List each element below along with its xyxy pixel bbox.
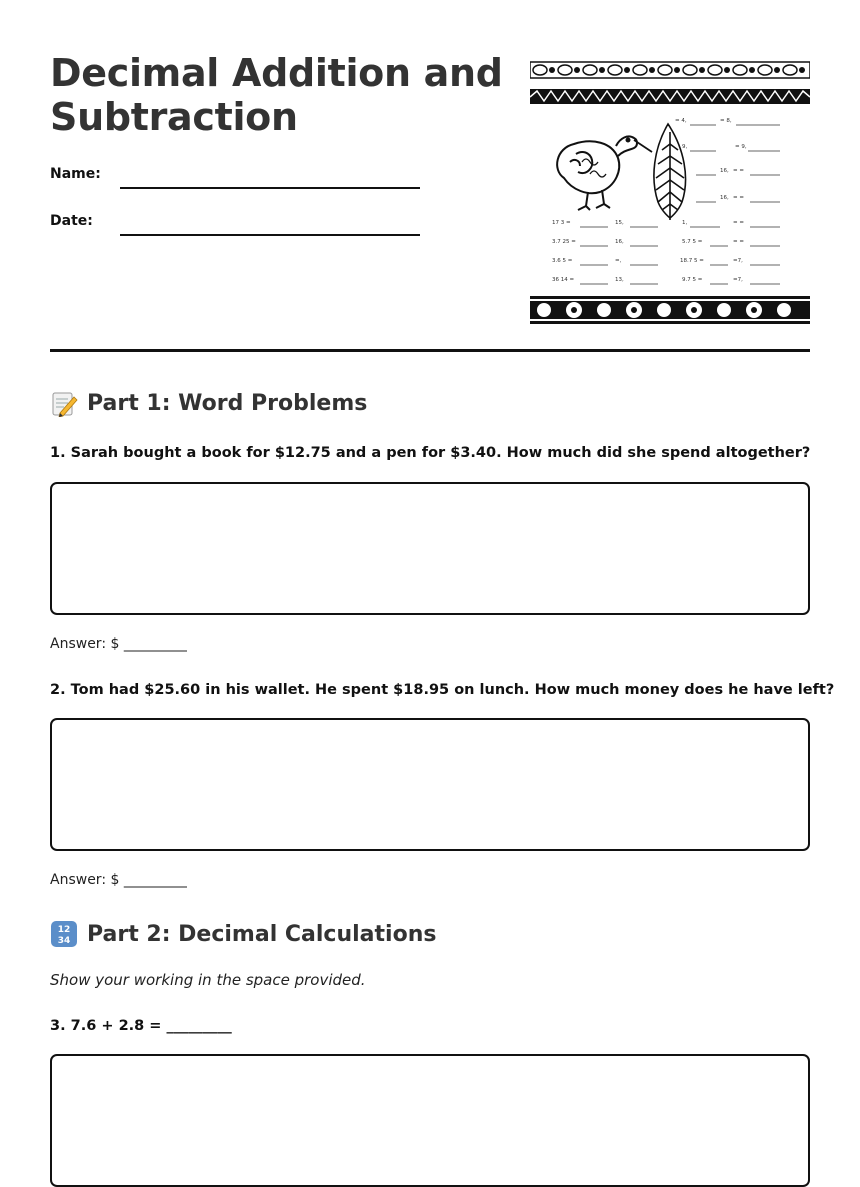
svg-text:9.7 5 =: 9.7 5 =: [682, 277, 703, 283]
svg-text:5.7 5 =: 5.7 5 =: [682, 239, 703, 245]
title-line-2: Subtraction: [50, 95, 298, 139]
header-divider: [50, 349, 810, 352]
svg-text:15,: 15,: [615, 220, 624, 226]
svg-text:3.7 25 =: 3.7 25 =: [552, 239, 576, 245]
question-2-work-area[interactable]: [50, 718, 810, 851]
svg-text:= =: = =: [733, 168, 744, 174]
kiwi-fern-illustration: [530, 60, 810, 328]
svg-text:12: 12: [57, 925, 71, 935]
svg-text:18.7 5 =: 18.7 5 =: [680, 258, 704, 264]
question-1-answer: Answer: $ _________: [50, 636, 187, 652]
svg-text:16,: 16,: [720, 195, 729, 201]
kiwi-bird-icon: [557, 136, 652, 210]
kiwi-worksheet-image: [530, 60, 810, 328]
svg-text:1,: 1,: [682, 220, 688, 226]
svg-text:17 3 =: 17 3 =: [552, 220, 571, 226]
svg-text:3.6 5 =: 3.6 5 =: [552, 258, 573, 264]
part2-heading: [50, 920, 436, 948]
svg-text:= =: = =: [733, 239, 744, 245]
svg-text:=7,: =7,: [733, 258, 743, 264]
svg-text:= =: = =: [733, 220, 744, 226]
svg-text:= 8,: = 8,: [720, 118, 732, 124]
svg-text:36 14 =: 36 14 =: [552, 277, 575, 283]
date-field[interactable]: [120, 234, 420, 236]
fern-icon: [654, 124, 686, 220]
svg-text:16,: 16,: [720, 168, 729, 174]
svg-text:34: 34: [57, 936, 71, 946]
part1-title: Part 1: Word Problems: [87, 390, 368, 416]
question-1: 1. Sarah bought a book for $12.75 and a pen for $3.40. How much did she spend altogether?: [50, 445, 811, 461]
title-line-1: Decimal Addition and: [50, 51, 503, 95]
question-3-work-area[interactable]: [50, 1054, 810, 1187]
part2-title: Part 2: Decimal Calculations: [87, 921, 437, 947]
name-field[interactable]: [120, 187, 420, 189]
question-3: 3. 7.6 + 2.8 = _________: [50, 1018, 232, 1034]
date-label: Date:: [50, 213, 93, 229]
worksheet-title: [50, 51, 510, 139]
name-label: Name:: [50, 166, 101, 182]
svg-text:13,: 13,: [615, 277, 624, 283]
part2-instruction: Show your working in the space provided.: [50, 971, 366, 989]
svg-text:= 9,: = 9,: [735, 144, 747, 150]
svg-text:=7,: =7,: [733, 277, 743, 283]
question-2-answer: Answer: $ _________: [50, 872, 187, 888]
memo-icon: [50, 389, 78, 417]
svg-text:= =: = =: [733, 195, 744, 201]
svg-text:9,: 9,: [682, 144, 688, 150]
question-2: 2. Tom had $25.60 in his wallet. He spent $18.95 on lunch. How much money does he have left?: [50, 682, 835, 698]
input-numbers-icon: [50, 920, 78, 948]
svg-text:16,: 16,: [615, 239, 624, 245]
question-1-work-area[interactable]: [50, 482, 810, 615]
part1-heading: [50, 389, 367, 417]
svg-text:=,: =,: [615, 258, 622, 264]
svg-text:= 4,: = 4,: [675, 118, 687, 124]
